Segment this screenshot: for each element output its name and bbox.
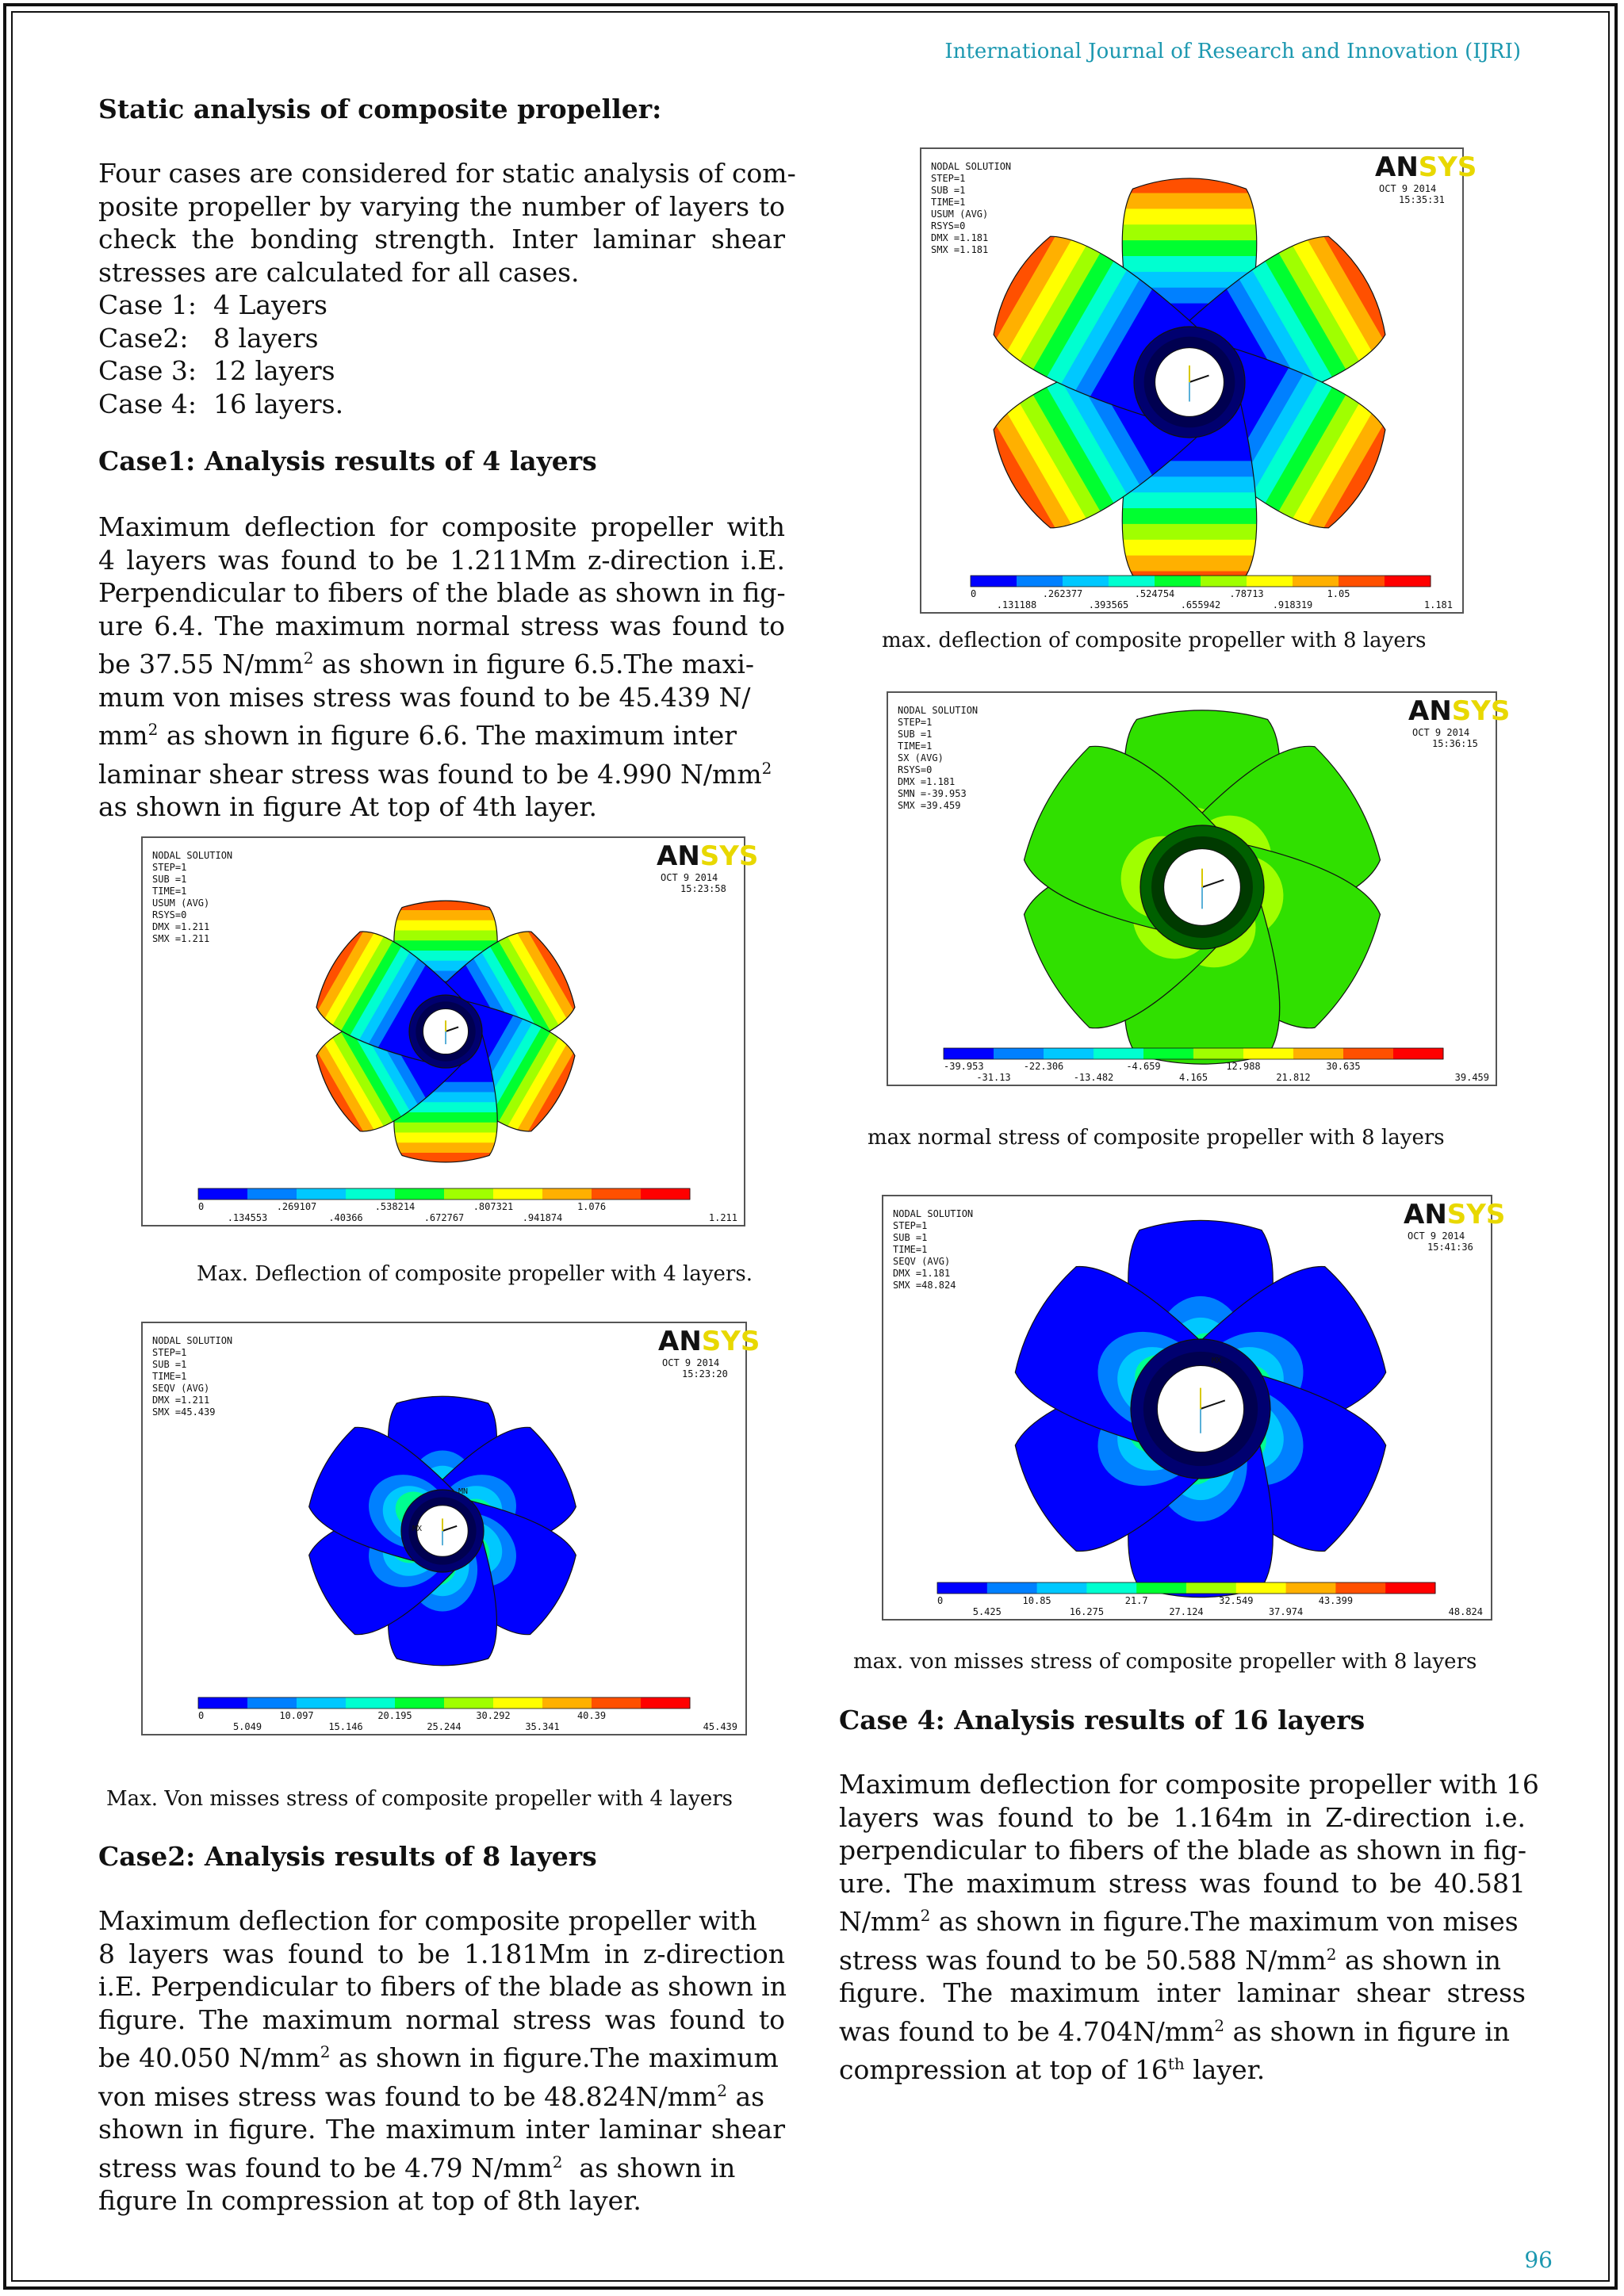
legend-tick-label: .538214 (374, 1201, 416, 1212)
legend-tick-label: 21.812 (1276, 1072, 1311, 1083)
plot-info-line: TIME=1 (931, 197, 966, 208)
legend-tick-label: .134553 (227, 1212, 268, 1223)
legend-tick-label: 12.988 (1226, 1061, 1261, 1072)
contour-band (1086, 208, 1293, 224)
case-list-item: Case 1: 4 Layers (98, 289, 327, 320)
section-heading-case4: Case 4: Analysis results of 16 layers (839, 1705, 1365, 1735)
legend-tick-label: .40366 (328, 1212, 363, 1223)
plot-info-line: RSYS=0 (898, 764, 933, 775)
legend-tick-label: .672767 (423, 1212, 465, 1223)
plot-info-line: SUB =1 (152, 1359, 187, 1370)
legend-color-cell (1293, 576, 1339, 587)
text-line: Perpendicular to fibers of the blade as shown in fig- (98, 577, 786, 608)
plot-info-line: TIME=1 (152, 886, 187, 897)
text-line: Maximum deflection for composite propeller with (98, 511, 785, 542)
case-list-item: Case 4: 16 layers. (98, 388, 344, 419)
legend-color-cell (1385, 576, 1431, 587)
text-line: was found to be $4.704N/mm^2$ as shown in figure in (839, 2015, 1511, 2047)
legend-color-cell (346, 1188, 396, 1200)
plot-info-line: DMX =1.181 (898, 776, 956, 787)
text-line: mum von mises stress was found to be 45.439 N/ (98, 681, 751, 713)
plot-info-line: SMX =45.439 (152, 1406, 216, 1418)
legend-color-cell (1143, 1048, 1194, 1059)
contour-band (1086, 177, 1293, 193)
legend-tick-label: 39.459 (1454, 1072, 1489, 1083)
text-line: check the bonding strength. Inter laminar shear (98, 224, 785, 254)
propeller (946, 161, 1433, 604)
contour-band (1086, 524, 1293, 541)
legend-tick-label: .524754 (1134, 588, 1175, 599)
contour-band (1086, 161, 1293, 178)
text-line: Maximum deflection for composite propeller with 16 (839, 1769, 1539, 1800)
legend-tick-label: 1.181 (1423, 599, 1453, 610)
legend-color-cell (395, 1697, 445, 1709)
text-line: 4 layers was found to be 1.211Mm z-direction i.E. (98, 544, 785, 576)
ansys-plot-deflection-4-layers (141, 836, 759, 1226)
plot-info-line: TIME=1 (152, 1371, 187, 1382)
legend-tick-label: 1.076 (576, 1201, 607, 1212)
contour-band (1086, 508, 1293, 525)
legend-color-cell (641, 1188, 691, 1200)
plot-date: OCT 9 2014 (1408, 1230, 1465, 1242)
legend-color-cell (542, 1188, 592, 1200)
legend-color-cell (937, 1582, 987, 1594)
legend-color-cell (493, 1697, 543, 1709)
contour-band (1086, 193, 1293, 209)
legend-color-cell (592, 1188, 642, 1200)
legend-tick-label: 21.7 (1124, 1595, 1148, 1606)
ansys-plot-vonmises-8-layers (882, 1195, 1506, 1621)
plot-canvas (888, 693, 1511, 1085)
figure-caption: Max. Deflection of composite propeller with 4 layers. (197, 1262, 753, 1286)
section-heading-case1: Case1: Analysis results of 4 layers (98, 446, 597, 476)
legend-color-cell (297, 1188, 347, 1200)
plot-marker-label: MN (458, 1487, 469, 1496)
text-line: ure. The maximum stress was found to be 40.581 (839, 1867, 1526, 1899)
case2-paragraph (98, 1904, 785, 2218)
legend-tick-label: 5.049 (232, 1721, 262, 1732)
plot-time: 15:23:20 (682, 1368, 728, 1380)
legend-color-cell (1037, 1582, 1087, 1594)
propeller (260, 1368, 625, 1693)
legend-tick-label: -13.482 (1073, 1072, 1114, 1083)
plot-canvas (143, 1323, 760, 1734)
plot-info-line: DMX =1.181 (931, 232, 989, 243)
figure-caption: max normal stress of composite propeller with 8 layers (868, 1126, 1445, 1150)
text-line: be 40.050 $N/mm^2$ as shown in figure.The maximum (98, 2042, 779, 2073)
plot-info-line: SEQV (AVG) (893, 1256, 951, 1267)
text-line: stress was found to be 50.588 $N/mm^2$ as shown in (839, 1944, 1501, 1976)
plot-info-line: SUB =1 (931, 185, 966, 196)
case1-paragraph (98, 511, 785, 824)
legend-color-cell (198, 1697, 248, 1709)
contour-band (366, 930, 525, 941)
plot-time: 15:41:36 (1427, 1242, 1473, 1253)
contour-band (366, 1163, 525, 1174)
legend-tick-label: 0 (198, 1201, 205, 1212)
text-line: posite propeller by varying the number of layers to (98, 190, 785, 222)
plot-info-line: SEQV (AVG) (152, 1383, 210, 1394)
text-line: i.E. Perpendicular to fibers of the blade as shown in (98, 1971, 787, 2002)
legend-tick-label: .941874 (522, 1212, 563, 1223)
legend-color-cell (641, 1697, 691, 1709)
legend-tick-label: 48.824 (1448, 1606, 1483, 1617)
text-line: figure. The maximum inter laminar shear stress (839, 1977, 1526, 2008)
plot-info-line: NODAL SOLUTION (931, 161, 1012, 172)
plot-info-line: SMX =48.824 (893, 1280, 956, 1291)
plot-info-line: SMN =-39.953 (898, 788, 967, 799)
legend-tick-label: -22.306 (1023, 1061, 1064, 1072)
legend-color-cell (542, 1697, 592, 1709)
propeller (956, 672, 1447, 1102)
plot-info-line: DMX =1.211 (152, 1395, 210, 1406)
legend-color-cell (592, 1697, 642, 1709)
plot-info-line: SMX =39.459 (898, 800, 961, 811)
plot-info-line: DMX =1.181 (893, 1268, 951, 1279)
plot-time: 15:36:15 (1432, 738, 1478, 749)
legend-tick-label: -39.953 (944, 1061, 984, 1072)
page-number: 96 (1524, 2247, 1553, 2273)
plot-info-line: STEP=1 (898, 717, 933, 728)
legend-color-cell (1343, 1048, 1394, 1059)
text-line: Four cases are considered for static analysis of com- (98, 158, 796, 189)
legend-tick-label: 5.425 (972, 1606, 1002, 1617)
plot-info-line: NODAL SOLUTION (152, 850, 233, 861)
plot-info-line: SUB =1 (152, 874, 187, 885)
legend-tick-label: .78713 (1229, 588, 1264, 599)
legend-tick-label: 0 (937, 1595, 944, 1606)
legend-tick-label: .131188 (996, 599, 1037, 610)
contour-band (1086, 556, 1293, 572)
legend-color-cell (346, 1697, 396, 1709)
text-line: as shown in figure At top of 4th layer. (98, 791, 597, 822)
plot-info-line: NODAL SOLUTION (898, 705, 979, 716)
plot-info-line: STEP=1 (152, 862, 187, 873)
plot-date: OCT 9 2014 (1412, 727, 1470, 738)
legend-tick-label: 27.124 (1169, 1606, 1204, 1617)
figure-caption: max. von misses stress of composite propeller with 8 layers (853, 1650, 1477, 1674)
plot-canvas (143, 838, 759, 1225)
legend-color-cell (1293, 1048, 1344, 1059)
text-line: stresses are calculated for all cases. (98, 256, 580, 288)
legend-color-cell (1094, 1048, 1144, 1059)
contour-band (1086, 224, 1293, 240)
legend-tick-label: 20.195 (377, 1710, 412, 1721)
ansys-plot-normal-stress-8-layers (887, 691, 1511, 1086)
text-line: be 37.55 $N/mm^2$ as shown in figure 6.5.The maxi- (98, 649, 755, 679)
case-list (98, 289, 495, 420)
legend-color-cell (247, 1697, 297, 1709)
legend-tick-label: 30.292 (476, 1710, 511, 1721)
legend-color-cell (944, 1048, 994, 1059)
plot-time: 15:35:31 (1399, 194, 1445, 205)
ansys-logo: ANSYS (1408, 695, 1511, 727)
legend-tick-label: 1.211 (708, 1212, 737, 1223)
legend-color-cell (198, 1188, 248, 1200)
legend-color-cell (444, 1188, 494, 1200)
legend-color-cell (1393, 1048, 1444, 1059)
legend-color-cell (1086, 1582, 1136, 1594)
legend-color-cell (1017, 576, 1063, 587)
legend-tick-label: 15.146 (328, 1721, 363, 1732)
plot-date: OCT 9 2014 (661, 872, 718, 883)
plot-info-line: STEP=1 (152, 1347, 187, 1358)
figure-caption: max. deflection of composite propeller with 8 layers (882, 629, 1427, 652)
legend-tick-label: .655942 (1180, 599, 1221, 610)
legend-tick-label: .269107 (276, 1201, 317, 1212)
contour-band (366, 909, 525, 920)
text-line: laminar shear stress was found to be 4.990 $N/mm^2$ (98, 758, 772, 790)
plot-info-line: DMX =1.211 (152, 921, 210, 932)
text-line: shown in figure. The maximum inter laminar shear (98, 2114, 785, 2145)
legend-color-cell (1109, 576, 1155, 587)
text-line: layers was found to be 1.164m in Z-direction i.e. (839, 1801, 1526, 1833)
plot-info-line: STEP=1 (931, 173, 966, 184)
contour-band (366, 920, 525, 931)
legend-color-cell (1044, 1048, 1094, 1059)
plot-info-line: RSYS=0 (931, 220, 966, 232)
text-line: $N/mm^2$ as shown in figure.The maximum von mises (839, 1906, 1519, 1937)
legend-tick-label: -4.659 (1126, 1061, 1161, 1072)
legend-tick-label: 4.165 (1178, 1072, 1208, 1083)
legend-color-cell (395, 1188, 445, 1200)
contour-band (366, 1142, 525, 1154)
legend-tick-label: .262377 (1042, 588, 1083, 599)
legend-tick-label: .393565 (1088, 599, 1129, 610)
legend-tick-label: 32.549 (1219, 1595, 1254, 1606)
section-heading-static-analysis: Static analysis of composite propeller: (98, 94, 662, 124)
legend-color-cell (297, 1697, 347, 1709)
text-line: figure. The maximum normal stress was found to (98, 2003, 785, 2035)
plot-canvas (921, 149, 1477, 612)
legend-tick-label: 10.85 (1022, 1595, 1051, 1606)
plot-info-line: USUM (AVG) (931, 209, 989, 220)
text-line: ure 6.4. The maximum normal stress was found to (98, 610, 785, 641)
legend-color-cell (1136, 1582, 1186, 1594)
legend-tick-label: -31.13 (976, 1072, 1011, 1083)
legend-tick-label: 10.097 (279, 1710, 314, 1721)
legend-color-cell (987, 1582, 1037, 1594)
legend-color-cell (1063, 576, 1109, 587)
section-heading-case2: Case2: Analysis results of 8 layers (98, 1841, 597, 1872)
plot-info-line: TIME=1 (898, 740, 933, 752)
legend-color-cell (1385, 1582, 1435, 1594)
ansys-logo: ANSYS (657, 840, 759, 872)
plot-date: OCT 9 2014 (1379, 183, 1437, 194)
legend-tick-label: 16.275 (1069, 1606, 1105, 1617)
legend-tick-label: 0 (971, 588, 977, 599)
journal-title: International Journal of Research and Innovation (IJRI) (944, 40, 1521, 63)
legend-tick-label: 43.399 (1318, 1595, 1354, 1606)
plot-info-line: SUB =1 (898, 729, 933, 740)
text-line: $mm^2$ as shown in figure 6.6. The maximum inter (98, 720, 737, 751)
plot-info-line: SX (AVG) (898, 752, 944, 763)
legend-color-cell (1186, 1582, 1236, 1594)
propeller (283, 890, 609, 1174)
text-line: figure In compression at top of 8th layer. (98, 2185, 642, 2216)
legend-color-cell (1247, 576, 1293, 587)
legend-tick-label: 1.05 (1327, 588, 1350, 599)
legend-tick-label: 30.635 (1326, 1061, 1361, 1072)
legend-color-cell (1193, 1048, 1244, 1059)
legend-tick-label: .918319 (1272, 599, 1313, 610)
plot-info-line: SMX =1.211 (152, 933, 210, 944)
contour-band (366, 1133, 525, 1144)
plot-date: OCT 9 2014 (662, 1357, 720, 1368)
text-line: stress was found to be 4.79 $N/mm^2$ as shown in (98, 2152, 736, 2183)
legend-color-cell (994, 1048, 1044, 1059)
legend-color-cell (1201, 576, 1247, 587)
plot-marker-label: MX (412, 1525, 423, 1533)
contour-band (1086, 239, 1293, 256)
plot-info-line: TIME=1 (893, 1244, 928, 1255)
legend-tick-label: 45.439 (703, 1721, 737, 1732)
legend-color-cell (444, 1697, 494, 1709)
contour-band (366, 1123, 525, 1134)
text-line: compression at top of 16th layer. (839, 2054, 1266, 2085)
ansys-logo: ANSYS (1404, 1199, 1506, 1230)
legend-tick-label: 0 (198, 1710, 205, 1721)
plot-canvas (883, 1196, 1506, 1619)
legend-color-cell (247, 1188, 297, 1200)
legend-color-cell (1243, 1048, 1294, 1059)
legend-color-cell (1236, 1582, 1286, 1594)
plot-marker-label: MX (1212, 1357, 1222, 1365)
plot-time: 15:23:58 (680, 883, 726, 894)
legend-color-cell (1335, 1582, 1385, 1594)
legend-color-cell (1339, 576, 1385, 587)
legend-color-cell (1155, 576, 1201, 587)
plot-info-line: RSYS=0 (152, 909, 187, 920)
plot-info-line: STEP=1 (893, 1220, 928, 1231)
figure-caption: Max. Von misses stress of composite propeller with 4 layers (106, 1787, 733, 1811)
legend-tick-label: .807321 (473, 1201, 514, 1212)
legend-tick-label: 25.244 (427, 1721, 462, 1732)
intro-paragraph (98, 157, 796, 289)
plot-info-line: NODAL SOLUTION (893, 1208, 974, 1219)
ansys-plot-deflection-8-layers (920, 147, 1477, 614)
legend-tick-label: 40.39 (576, 1710, 607, 1721)
legend-color-cell (971, 576, 1017, 587)
ansys-logo: ANSYS (1375, 151, 1477, 183)
ansys-plot-vonmises-4-layers (141, 1322, 760, 1735)
legend-tick-label: 35.341 (525, 1721, 560, 1732)
plot-info-line: NODAL SOLUTION (152, 1335, 233, 1346)
legend-color-cell (1286, 1582, 1336, 1594)
plot-info-line: USUM (AVG) (152, 897, 210, 909)
text-line: perpendicular to fibers of the blade as shown in fig- (839, 1835, 1527, 1866)
plot-info-line: SUB =1 (893, 1232, 928, 1243)
contour-band (366, 890, 525, 901)
contour-band (1086, 540, 1293, 557)
legend-color-cell (493, 1188, 543, 1200)
plot-info-line: SMX =1.181 (931, 244, 989, 255)
case4-paragraph (839, 1768, 1539, 2087)
text-line: Maximum deflection for composite propeller with (98, 1905, 757, 1936)
text-line: 8 layers was found to be 1.181Mm in z-direction (98, 1938, 785, 1969)
propeller (947, 1180, 1455, 1638)
legend-tick-label: 37.974 (1268, 1606, 1304, 1617)
case-list-item: Case2: 8 layers (98, 322, 319, 354)
text-line: von mises stress was found to be $48.824N/mm^2$ as (98, 2080, 765, 2112)
case-list-item: Case 3: 12 layers (98, 355, 335, 386)
ansys-logo: ANSYS (658, 1326, 760, 1357)
